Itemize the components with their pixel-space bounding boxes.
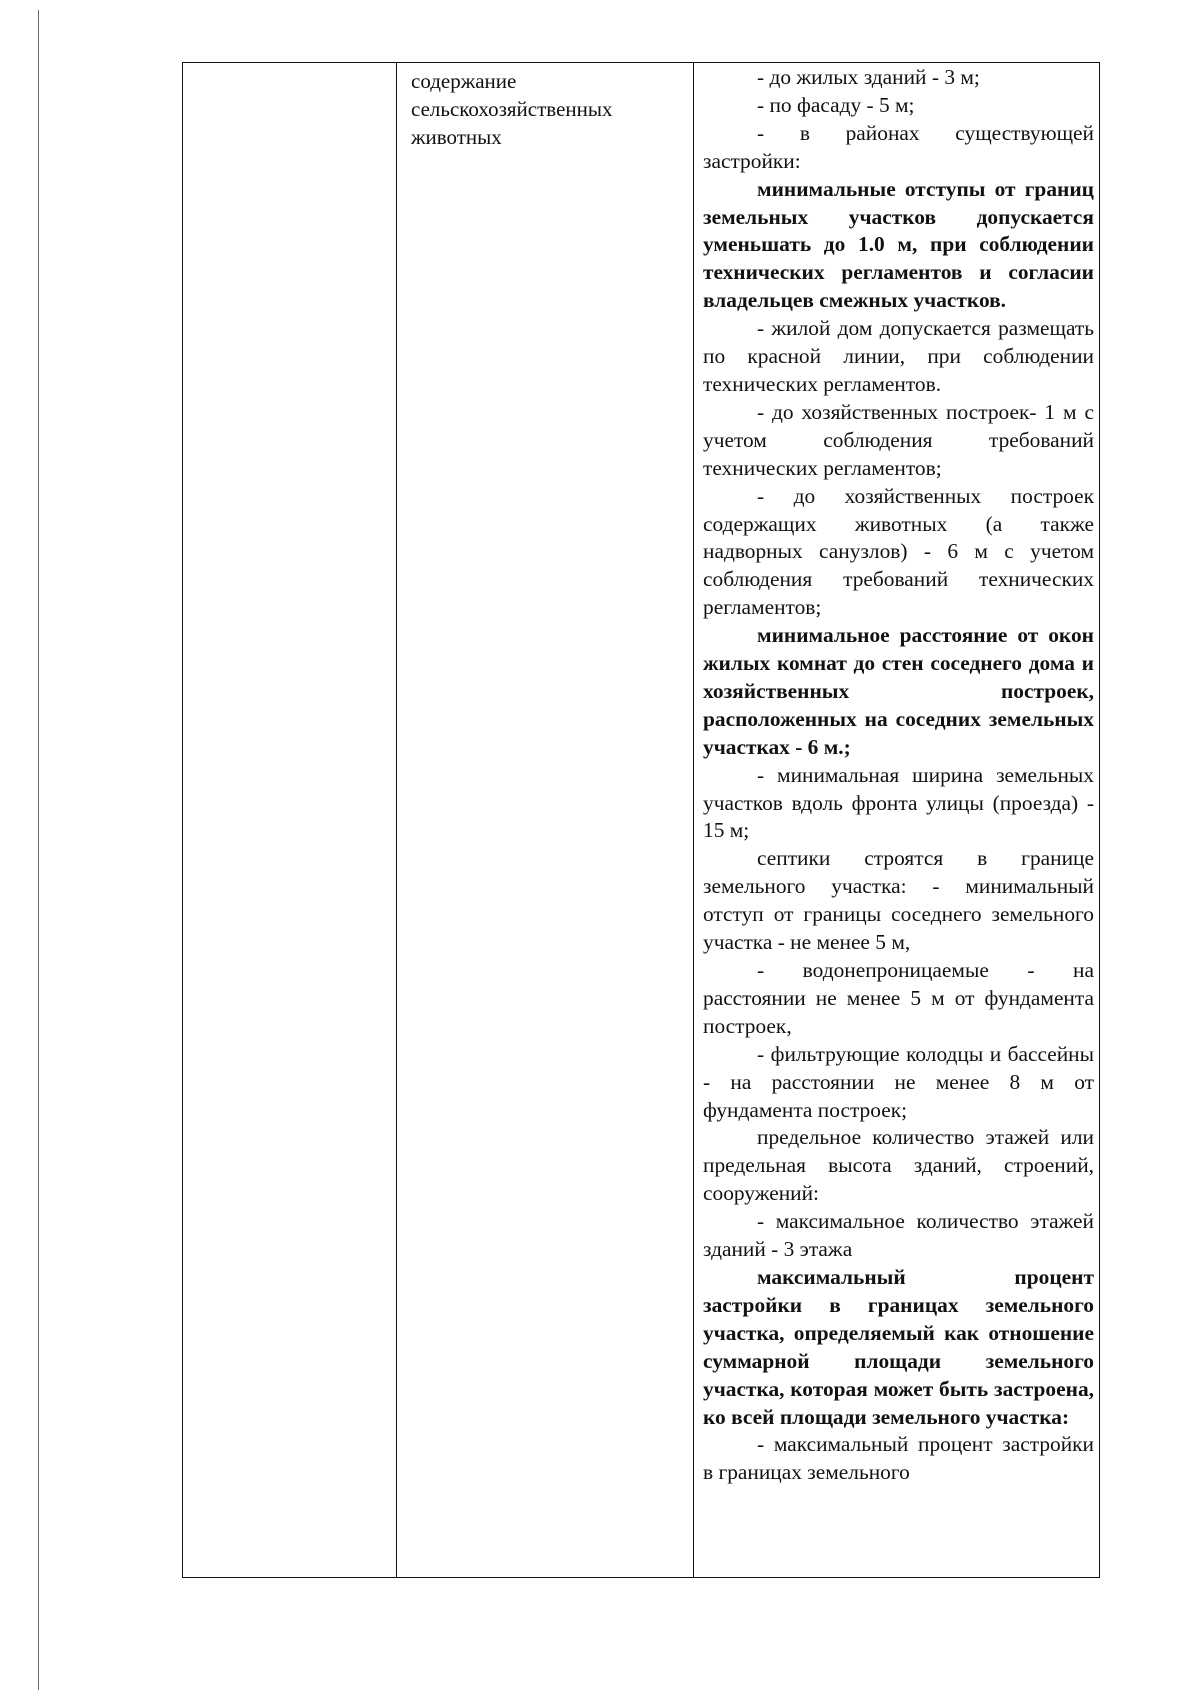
parameter-paragraph: септики строятся в границе земельного участка: - минимальный отступ от границы соседнего земельного участка - не менее 5 м,: [703, 846, 1094, 955]
parameter-paragraph: - до хозяйственных построек- 1 м с учетом соблюдения требований технических регламентов;: [703, 399, 1094, 480]
parameter-paragraph-bold: максимальный процент застройки в границах земельного участка, определяемый как отношение суммарной площади земельного участка, которая может быть застроена, ко всей площади земельного участка:: [703, 1264, 1094, 1429]
parameter-paragraph: - жилой дом допускается размещать по красной линии, при соблюдении технических регламентов.: [703, 316, 1094, 396]
land-use-line: животных: [411, 125, 502, 149]
parameter-paragraph-bold: минимальные отступы от границ земельных участков допускается уменьшать до 1.0 м, при соблюдении технических регламентов и согласии владельцев смежных участков.: [703, 176, 1094, 313]
parameter-paragraph: - максимальное количество этажей зданий - 3 этажа: [703, 1209, 1094, 1262]
land-use-line: сельскохозяйственных: [411, 97, 613, 121]
parameter-paragraph: - минимальная ширина земельных участков вдоль фронта улицы (проезда) - 15 м;: [703, 762, 1094, 843]
parameter-paragraph: - по фасаду - 5 м;: [757, 92, 915, 117]
land-use-line: содержание: [411, 69, 517, 93]
table-cell-land-use: [397, 63, 694, 1577]
parameter-paragraph: - до жилых зданий - 3 м;: [757, 65, 980, 89]
parameter-paragraph: - до хозяйственных построек содержащих животных (а также надворных санузлов) - 6 м с учетом соблюдения требований технических регламентов;: [703, 483, 1094, 620]
parameter-paragraph: - водонепроницаемые - на расстоянии не менее 5 м от фундамента построек,: [703, 958, 1094, 1038]
table-cell-empty: [183, 63, 397, 1577]
scan-edge-line: [38, 10, 39, 1690]
parameter-paragraph-bold: минимальное расстояние от окон жилых комнат до стен соседнего дома и хозяйственных построек, расположенных на соседних земельных участках - 6 м.;: [703, 623, 1094, 759]
table-cell-parameters: [694, 63, 1099, 1577]
parameter-paragraph: - фильтрующие колодцы и бассейны - на расстоянии не менее 8 м от фундамента построек;: [703, 1041, 1094, 1122]
regulations-table: [182, 62, 1100, 1578]
parameter-paragraph: предельное количество этажей или предельная высота зданий, строений, сооружений:: [703, 1125, 1094, 1206]
parameter-paragraph: - максимальный процент застройки в границах земельного: [703, 1432, 1094, 1485]
parameter-paragraph: - в районах существующей застройки:: [703, 120, 1094, 173]
